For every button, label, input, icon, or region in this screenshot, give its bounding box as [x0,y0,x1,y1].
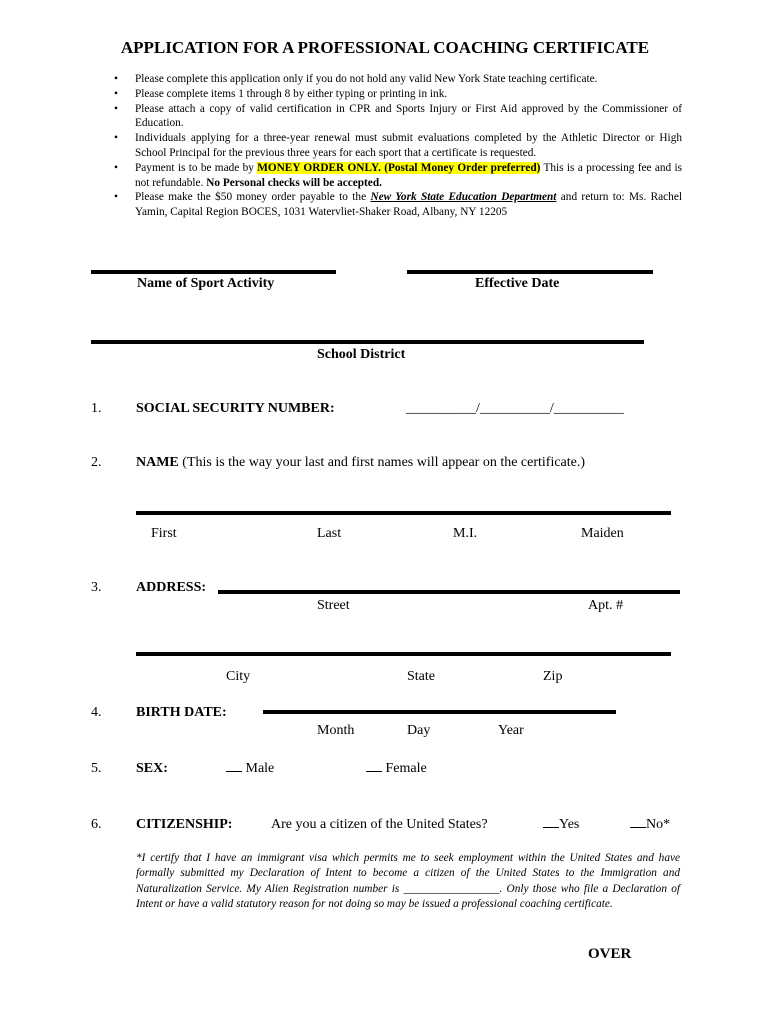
name-label-row: NAME (This is the way your last and first names will appear on the certificate.) [136,455,586,470]
citizenship-question: Are you a citizen of the United States? [271,817,488,832]
female-checkbox[interactable] [366,771,382,772]
city-label: City [226,669,251,684]
item-number: 4. [91,705,102,720]
ssn-label: SOCIAL SECURITY NUMBER: [136,401,335,416]
birth-date-label: BIRTH DATE: [136,705,227,720]
sport-activity-line[interactable] [91,270,336,274]
sport-activity-label: Name of Sport Activity [137,276,275,291]
item-number: 2. [91,455,102,470]
street-label: Street [317,598,350,613]
form-title: APPLICATION FOR A PROFESSIONAL COACHING CERTIFICATE [120,38,650,57]
citizenship-certification-note: *I certify that I have an immigrant visa which permits me to seek employment within the United States and have formally submitted my Declaration of Intent to become a citizen of the United States to the Immigration and Naturalization Service. My Alien Registration number is _________________. Only those who file a Declaration of Intent or have a valid statutory reason for not doing so may be issued a professional coaching certificate. [136,852,680,911]
ssn-field[interactable]: __________/__________/__________ [406,401,624,416]
birth-day-label: Day [407,723,431,738]
name-line[interactable] [136,511,671,515]
instruction-item: • Please attach a copy of valid certification in CPR and Sports Injury or First Aid approved by the Commissioner of Education. [112,102,682,132]
male-checkbox[interactable] [226,771,242,772]
birth-year-label: Year [498,723,524,738]
instruction-item: • Please complete this application only if you do not hold any valid New York State teaching certificate. [112,72,682,87]
city-state-zip-line[interactable] [136,652,671,656]
instruction-item: • Individuals applying for a three-year renewal must submit evaluations completed by the Athletic Director or High School Principal for the previous three years for each sport that a certificate is requested. [112,131,682,161]
last-name-label: Last [317,526,342,541]
yes-checkbox[interactable] [543,827,559,828]
over-label: OVER [588,946,632,962]
no-checkbox[interactable] [630,827,646,828]
street-line[interactable] [218,590,680,594]
citizen-yes-option[interactable]: Yes [543,817,579,833]
item-number: 3. [91,580,102,595]
instruction-item: • Please complete items 1 through 8 by either typing or printing in ink. [112,87,682,102]
money-order-highlight: MONEY ORDER ONLY. (Postal Money Order preferred) [257,161,541,174]
effective-date-line[interactable] [407,270,653,274]
citizen-no-option[interactable]: No* [630,817,670,833]
item-number: 5. [91,761,102,776]
item-number: 1. [91,401,102,416]
birth-month-label: Month [317,723,355,738]
school-district-label: School District [317,347,406,362]
effective-date-label: Effective Date [475,276,560,291]
instructions-list [112,72,682,220]
zip-label: Zip [543,669,563,684]
maiden-name-label: Maiden [581,526,624,541]
birth-date-line[interactable] [263,710,616,714]
instruction-item-payee: • Please make the $50 money order payable to the New York State Education Department and return to: Ms. Rachel Yamin, Capital Region BOCES, 1031 Watervliet-Shaker Road, Albany, NY 12205 [112,190,682,220]
first-name-label: First [151,526,177,541]
sex-female-option[interactable]: Female [366,761,427,777]
sex-label: SEX: [136,761,168,776]
instruction-item-payment: • Payment is to be made by MONEY ORDER ONLY. (Postal Money Order preferred) This is a processing fee and is not refundable. No Personal checks will be accepted. [112,161,682,191]
middle-initial-label: M.I. [453,526,478,541]
school-district-line[interactable] [91,340,644,344]
address-label: ADDRESS: [136,580,207,595]
state-label: State [407,669,435,684]
apt-label: Apt. # [588,598,623,613]
item-number: 6. [91,817,102,832]
payee-name: New York State Education Department [370,191,557,204]
citizenship-label: CITIZENSHIP: [136,817,233,832]
sex-male-option[interactable]: Male [226,761,274,777]
